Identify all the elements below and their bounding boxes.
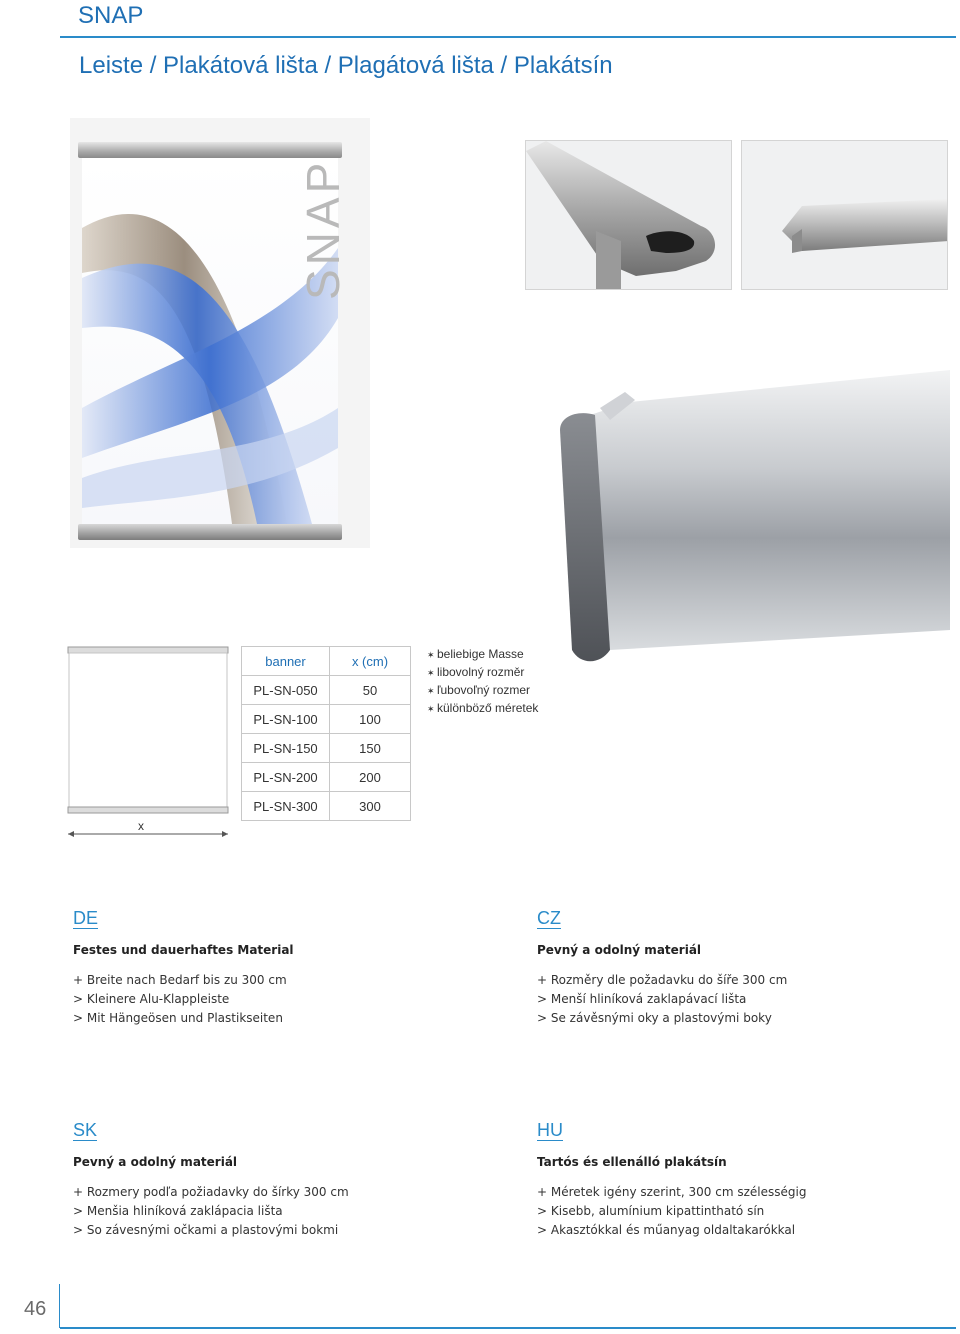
language-heading: Festes und dauerhaftes Material <box>73 943 294 957</box>
feature-item: + Rozmery podľa požiadavky do šírky 300 cm <box>73 1185 349 1199</box>
diagram-width-label: x <box>138 819 144 833</box>
model-code: PL-SN-100 <box>242 705 330 734</box>
rail-profile-closeup-closed <box>741 140 948 290</box>
language-code: CZ <box>537 908 561 928</box>
feature-item: > So závesnými očkami a plastovými bokmi <box>73 1223 339 1237</box>
model-code: PL-SN-050 <box>242 676 330 705</box>
note-item: ✶ ľubovoľný rozmer <box>427 682 538 700</box>
width-value: 200 <box>330 763 411 792</box>
feature-item: > Kisebb, alumínium kipattintható sín <box>537 1204 765 1218</box>
language-block-hu <box>537 1120 867 1240</box>
top-snap-rail <box>78 142 342 158</box>
title-divider <box>60 36 956 38</box>
feature-item: + Breite nach Bedarf bis zu 300 cm <box>73 973 287 987</box>
language-code: DE <box>73 908 99 928</box>
bottom-snap-rail <box>78 524 342 540</box>
table-row <box>242 676 411 705</box>
width-value: 300 <box>330 792 411 821</box>
feature-item: > Se závěsnými oky a plastovými boky <box>537 1011 772 1025</box>
width-value: 150 <box>330 734 411 763</box>
footer-divider-vertical <box>59 1284 60 1328</box>
model-code: PL-SN-300 <box>242 792 330 821</box>
width-value: 50 <box>330 676 411 705</box>
language-block-sk <box>73 1120 403 1240</box>
note-item: ✶ beliebige Masse <box>427 646 538 664</box>
table-row <box>242 734 411 763</box>
rail-endcap-closeup-photo <box>500 330 950 710</box>
column-header-width: x (cm) <box>330 647 411 676</box>
note-item: ✶ különböző méretek <box>427 700 538 718</box>
language-heading: Pevný a odolný materiál <box>537 943 702 957</box>
page-number: 46 <box>24 1298 47 1320</box>
custom-size-notes <box>427 646 538 718</box>
model-code: PL-SN-150 <box>242 734 330 763</box>
feature-item: > Menší hliníková zaklapávací lišta <box>537 992 747 1006</box>
feature-item: + Rozměry dle požadavku do šíře 300 cm <box>537 973 788 987</box>
column-header-banner: banner <box>242 647 330 676</box>
page-title: SNAP <box>78 2 144 29</box>
feature-item: + Méretek igény szerint, 300 cm szélességig <box>537 1185 807 1199</box>
language-heading: Tartós és ellenálló plakátsín <box>537 1155 727 1169</box>
language-heading: Pevný a odolný materiál <box>73 1155 238 1169</box>
language-code: SK <box>73 1120 98 1140</box>
feature-item: > Menšia hliníková zaklápacia lišta <box>73 1204 283 1218</box>
poster-brand-text: SNAP <box>297 158 349 300</box>
note-item: ✶ libovolný rozměr <box>427 664 538 682</box>
table-row <box>242 792 411 821</box>
feature-item: > Akasztókkal és műanyag oldaltakarókkal <box>537 1223 796 1237</box>
language-block-cz <box>537 908 867 1028</box>
feature-item: > Kleinere Alu-Klappleiste <box>73 992 230 1006</box>
rail-profile-closeup-open <box>525 140 732 290</box>
language-block-de <box>73 908 403 1028</box>
table-row <box>242 763 411 792</box>
dimension-diagram <box>60 640 240 840</box>
footer-divider <box>60 1327 956 1329</box>
language-code: HU <box>537 1120 563 1140</box>
feature-item: > Mit Hängeösen und Plastikseiten <box>73 1011 283 1025</box>
page-subtitle: Leiste / Plakátová lišta / Plagátová lišta / Plakátsín <box>79 52 613 79</box>
table-header-row <box>242 647 411 676</box>
width-value: 100 <box>330 705 411 734</box>
size-spec-table <box>241 646 411 821</box>
model-code: PL-SN-200 <box>242 763 330 792</box>
table-row <box>242 705 411 734</box>
